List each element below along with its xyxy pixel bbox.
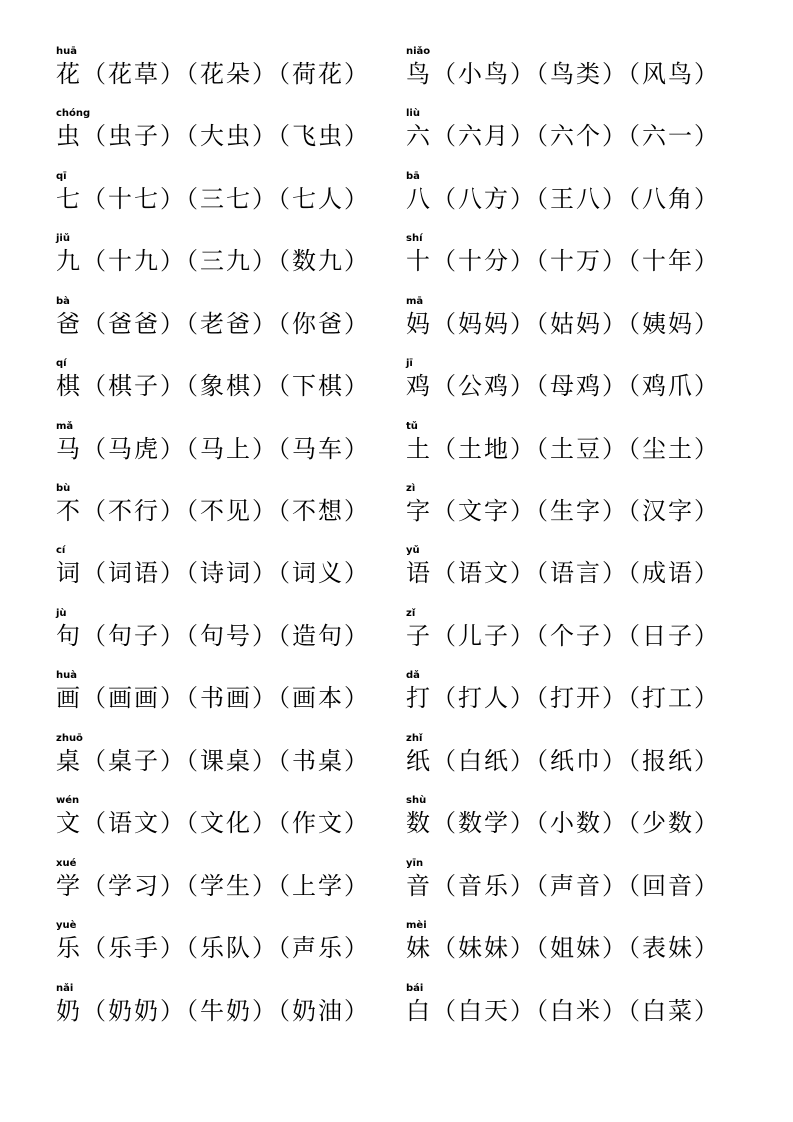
pinyin: bù bbox=[56, 483, 71, 494]
vocab-entry bbox=[56, 483, 408, 545]
character: 打 bbox=[406, 684, 432, 712]
character: 学 bbox=[56, 872, 82, 900]
pinyin: qí bbox=[56, 358, 67, 369]
pinyin: yīn bbox=[406, 858, 424, 869]
pinyin: huā bbox=[56, 46, 77, 57]
vocab-entry bbox=[56, 296, 408, 358]
vocab-row bbox=[0, 983, 793, 1045]
word-list: （语文）（语言）（成语） bbox=[432, 559, 720, 587]
character: 数 bbox=[406, 809, 432, 837]
vocab-entry bbox=[406, 670, 786, 732]
vocab-row bbox=[0, 108, 793, 170]
character: 纸 bbox=[406, 747, 432, 775]
vocab-entry bbox=[406, 108, 786, 170]
word-list: （打人）（打开）（打工） bbox=[432, 684, 720, 712]
pinyin: shù bbox=[406, 795, 427, 806]
vocab-row bbox=[0, 483, 793, 545]
vocab-entry bbox=[56, 545, 408, 607]
vocab-row bbox=[0, 920, 793, 982]
pinyin: shí bbox=[406, 233, 423, 244]
vocab-entry bbox=[56, 920, 408, 982]
word-list: （儿子）（个子）（日子） bbox=[432, 622, 720, 650]
word-list: （音乐）（声音）（回音） bbox=[432, 872, 720, 900]
pinyin: jī bbox=[406, 358, 413, 369]
word-list: （十九）（三九）（数九） bbox=[82, 247, 370, 275]
vocab-entry bbox=[406, 608, 786, 670]
vocab-entry bbox=[406, 983, 786, 1045]
word-list: （爸爸）（老爸）（你爸） bbox=[82, 310, 370, 338]
pinyin: huà bbox=[56, 670, 77, 681]
vocab-row bbox=[0, 46, 793, 108]
vocab-row bbox=[0, 171, 793, 233]
word-list: （白天）（白米）（白菜） bbox=[432, 997, 720, 1025]
word-list: （十七）（三七）（七人） bbox=[82, 185, 370, 213]
word-list: （妹妹）（姐妹）（表妹） bbox=[432, 934, 720, 962]
vocab-entry bbox=[406, 171, 786, 233]
vocab-row bbox=[0, 296, 793, 358]
pinyin: zì bbox=[406, 483, 416, 494]
vocab-entry bbox=[56, 46, 408, 108]
vocab-entry bbox=[406, 233, 786, 295]
character: 奶 bbox=[56, 997, 82, 1025]
pinyin: bái bbox=[406, 983, 424, 994]
character: 鸟 bbox=[406, 60, 432, 88]
vocab-row bbox=[0, 358, 793, 420]
pinyin: jiǔ bbox=[56, 233, 70, 244]
vocab-entry bbox=[406, 483, 786, 545]
vocab-entry bbox=[56, 670, 408, 732]
character: 棋 bbox=[56, 372, 82, 400]
vocab-entry bbox=[406, 858, 786, 920]
word-list: （土地）（土豆）（尘土） bbox=[432, 435, 720, 463]
word-list: （语文）（文化）（作文） bbox=[82, 809, 370, 837]
word-list: （句子）（句号）（造句） bbox=[82, 622, 370, 650]
vocab-row bbox=[0, 421, 793, 483]
pinyin: niǎo bbox=[406, 46, 431, 57]
word-list: （画画）（书画）（画本） bbox=[82, 684, 370, 712]
vocab-entry bbox=[56, 795, 408, 857]
pinyin: tǔ bbox=[406, 421, 418, 432]
character: 句 bbox=[56, 622, 82, 650]
character: 乐 bbox=[56, 934, 82, 962]
vocab-entry bbox=[56, 233, 408, 295]
pinyin: dǎ bbox=[406, 670, 420, 681]
vocab-entry bbox=[56, 608, 408, 670]
vocab-entry bbox=[406, 733, 786, 795]
word-list: （虫子）（大虫）（飞虫） bbox=[82, 122, 370, 150]
vocab-entry bbox=[406, 920, 786, 982]
character: 音 bbox=[406, 872, 432, 900]
word-list: （奶奶）（牛奶）（奶油） bbox=[82, 997, 370, 1025]
vocab-row bbox=[0, 545, 793, 607]
word-list: （妈妈）（姑妈）（姨妈） bbox=[432, 310, 720, 338]
vocab-entry bbox=[56, 858, 408, 920]
pinyin: mèi bbox=[406, 920, 427, 931]
word-list: （小鸟）（鸟类）（风鸟） bbox=[432, 60, 720, 88]
character: 妹 bbox=[406, 934, 432, 962]
vocab-entry bbox=[56, 983, 408, 1045]
pinyin: mǎ bbox=[56, 421, 74, 432]
pinyin: zhuō bbox=[56, 733, 83, 744]
vocab-entry bbox=[56, 421, 408, 483]
vocab-row bbox=[0, 733, 793, 795]
word-list: （八方）（王八）（八角） bbox=[432, 185, 720, 213]
character: 八 bbox=[406, 185, 432, 213]
word-list: （棋子）（象棋）（下棋） bbox=[82, 372, 370, 400]
pinyin: xué bbox=[56, 858, 77, 869]
character: 妈 bbox=[406, 310, 432, 338]
character: 语 bbox=[406, 559, 432, 587]
word-list: （文字）（生字）（汉字） bbox=[432, 497, 720, 525]
character: 白 bbox=[406, 997, 432, 1025]
character: 不 bbox=[56, 497, 82, 525]
vocab-row bbox=[0, 795, 793, 857]
character: 画 bbox=[56, 684, 82, 712]
vocab-entry bbox=[406, 358, 786, 420]
word-list: （花草）（花朵）（荷花） bbox=[82, 60, 370, 88]
vocab-entry bbox=[406, 46, 786, 108]
pinyin: zǐ bbox=[406, 608, 416, 619]
character: 词 bbox=[56, 559, 82, 587]
character: 字 bbox=[406, 497, 432, 525]
word-list: （词语）（诗词）（词义） bbox=[82, 559, 370, 587]
word-list: （公鸡）（母鸡）（鸡爪） bbox=[432, 372, 720, 400]
word-list: （白纸）（纸巾）（报纸） bbox=[432, 747, 720, 775]
pinyin: chóng bbox=[56, 108, 91, 119]
pinyin: nǎi bbox=[56, 983, 74, 994]
character: 文 bbox=[56, 809, 82, 837]
pinyin: wén bbox=[56, 795, 80, 806]
vocab-entry bbox=[406, 296, 786, 358]
word-list: （乐手）（乐队）（声乐） bbox=[82, 934, 370, 962]
pinyin: qī bbox=[56, 171, 67, 182]
character: 土 bbox=[406, 435, 432, 463]
character: 桌 bbox=[56, 747, 82, 775]
word-list: （桌子）（课桌）（书桌） bbox=[82, 747, 370, 775]
vocab-entry bbox=[56, 108, 408, 170]
character: 爸 bbox=[56, 310, 82, 338]
pinyin: jù bbox=[56, 608, 67, 619]
pinyin: bà bbox=[56, 296, 70, 307]
character: 六 bbox=[406, 122, 432, 150]
pinyin: yǔ bbox=[406, 545, 420, 556]
character: 七 bbox=[56, 185, 82, 213]
vocab-entry bbox=[406, 421, 786, 483]
character: 九 bbox=[56, 247, 82, 275]
pinyin: zhǐ bbox=[406, 733, 423, 744]
vocab-entry bbox=[406, 545, 786, 607]
vocab-entry bbox=[406, 795, 786, 857]
character: 虫 bbox=[56, 122, 82, 150]
character: 十 bbox=[406, 247, 432, 275]
word-list: （不行）（不见）（不想） bbox=[82, 497, 370, 525]
pinyin: bā bbox=[406, 171, 420, 182]
vocab-entry bbox=[56, 733, 408, 795]
word-list: （十分）（十万）（十年） bbox=[432, 247, 720, 275]
vocab-row bbox=[0, 233, 793, 295]
vocab-row bbox=[0, 858, 793, 920]
pinyin: cí bbox=[56, 545, 66, 556]
word-list: （马虎）（马上）（马车） bbox=[82, 435, 370, 463]
vocab-row bbox=[0, 608, 793, 670]
word-list: （六月）（六个）（六一） bbox=[432, 122, 720, 150]
pinyin: mā bbox=[406, 296, 424, 307]
character: 子 bbox=[406, 622, 432, 650]
vocab-entry bbox=[56, 358, 408, 420]
word-list: （学习）（学生）（上学） bbox=[82, 872, 370, 900]
character: 马 bbox=[56, 435, 82, 463]
vocab-entry bbox=[56, 171, 408, 233]
character: 花 bbox=[56, 60, 82, 88]
vocab-row bbox=[0, 670, 793, 732]
character: 鸡 bbox=[406, 372, 432, 400]
pinyin: liù bbox=[406, 108, 420, 119]
word-list: （数学）（小数）（少数） bbox=[432, 809, 720, 837]
pinyin: yuè bbox=[56, 920, 77, 931]
